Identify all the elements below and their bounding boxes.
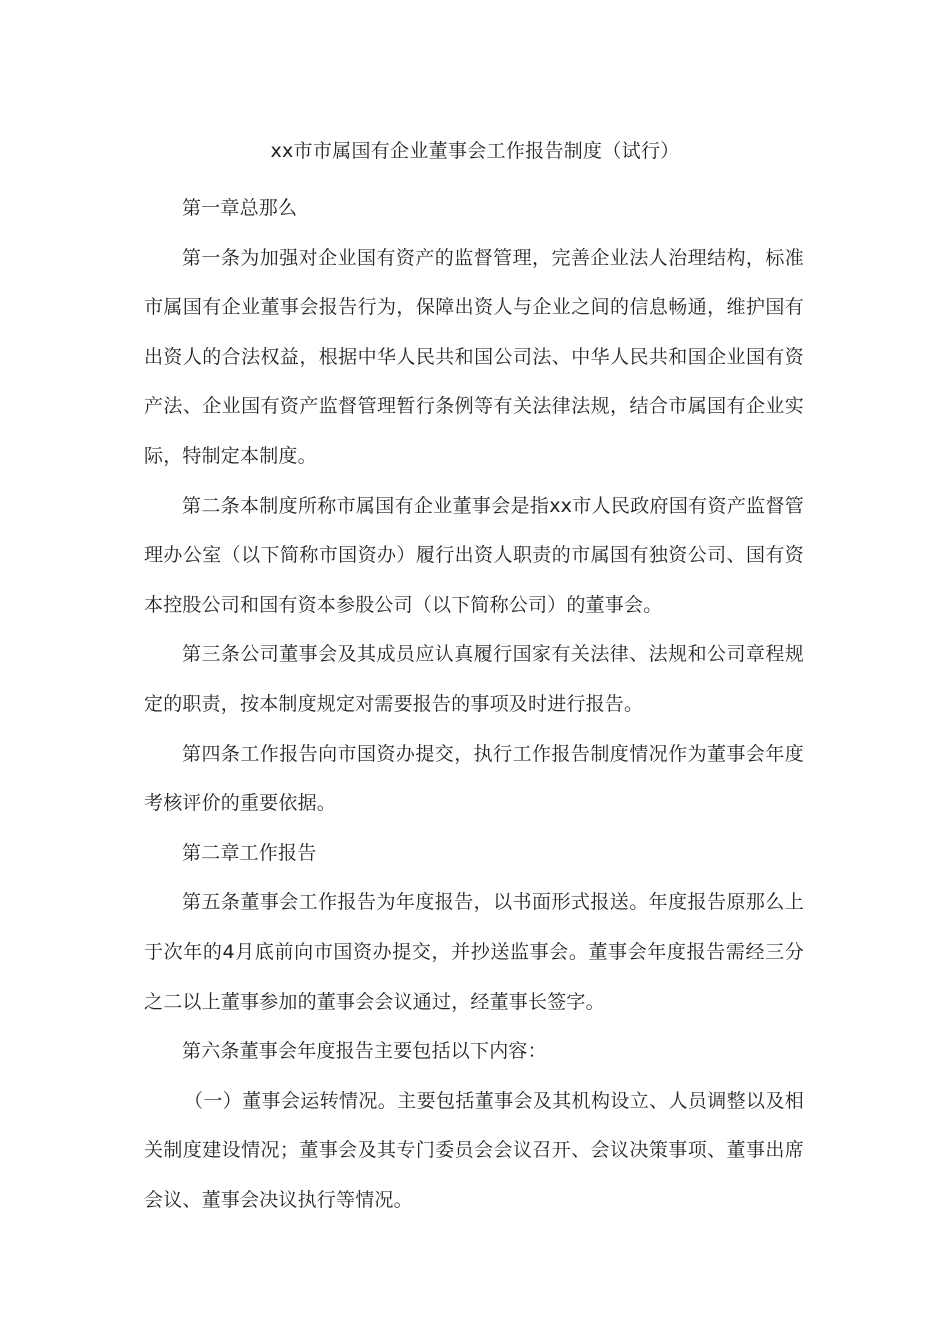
chapter-heading: 第一章总那么 xyxy=(182,197,298,219)
list-item-paragraph: （一）董事会运转情况。主要包括董事会及其机构设立、人员调整以及相关制度建设情况；董事会及其专门委员会会议召开、会议决策事项、董事出席会议、董事会决议执行等情况。 xyxy=(144,1089,804,1211)
article-paragraph: 第一条为加强对企业国有资产的监督管理，完善企业法人治理结构，标准市属国有企业董事会报告行为，保障出资人与企业之间的信息畅通，维护国有出资人的合法权益，根据中华人民共和国公司法、中华人民共和国企业国有资产法、企业国有资产监督管理暂行条例等有关法律法规，结合市属国有企业实际，特制定本制度。 xyxy=(144,246,804,467)
article-paragraph: 第五条董事会工作报告为年度报告，以书面形式报送。年度报告原那么上于次年的4月底前向市国资办提交，并抄送监事会。董事会年度报告需经三分之二以上董事参加的董事会会议通过，经董事长签字。 xyxy=(144,891,804,1013)
chapter-heading: 第二章工作报告 xyxy=(182,841,317,864)
article-paragraph: 第四条工作报告向市国资办提交，执行工作报告制度情况作为董事会年度考核评价的重要依据。 xyxy=(144,742,804,815)
document-title: xx市市属国有企业董事会工作报告制度（试行） xyxy=(270,140,680,162)
document-body xyxy=(144,184,804,1225)
article-paragraph: 第二条本制度所称市属国有企业董事会是指xx市人民政府国有资产监督管理办公室（以下简称市国资办）履行出资人职责的市属国有独资公司、国有资本控股公司和国有资本参股公司（以下简称公司）的董事会。 xyxy=(144,494,804,616)
article-paragraph: 第三条公司董事会及其成员应认真履行国家有关法律、法规和公司章程规定的职责，按本制度规定对需要报告的事项及时进行报告。 xyxy=(144,643,804,715)
article-paragraph: 第六条董事会年度报告主要包括以下内容： xyxy=(182,1040,547,1063)
